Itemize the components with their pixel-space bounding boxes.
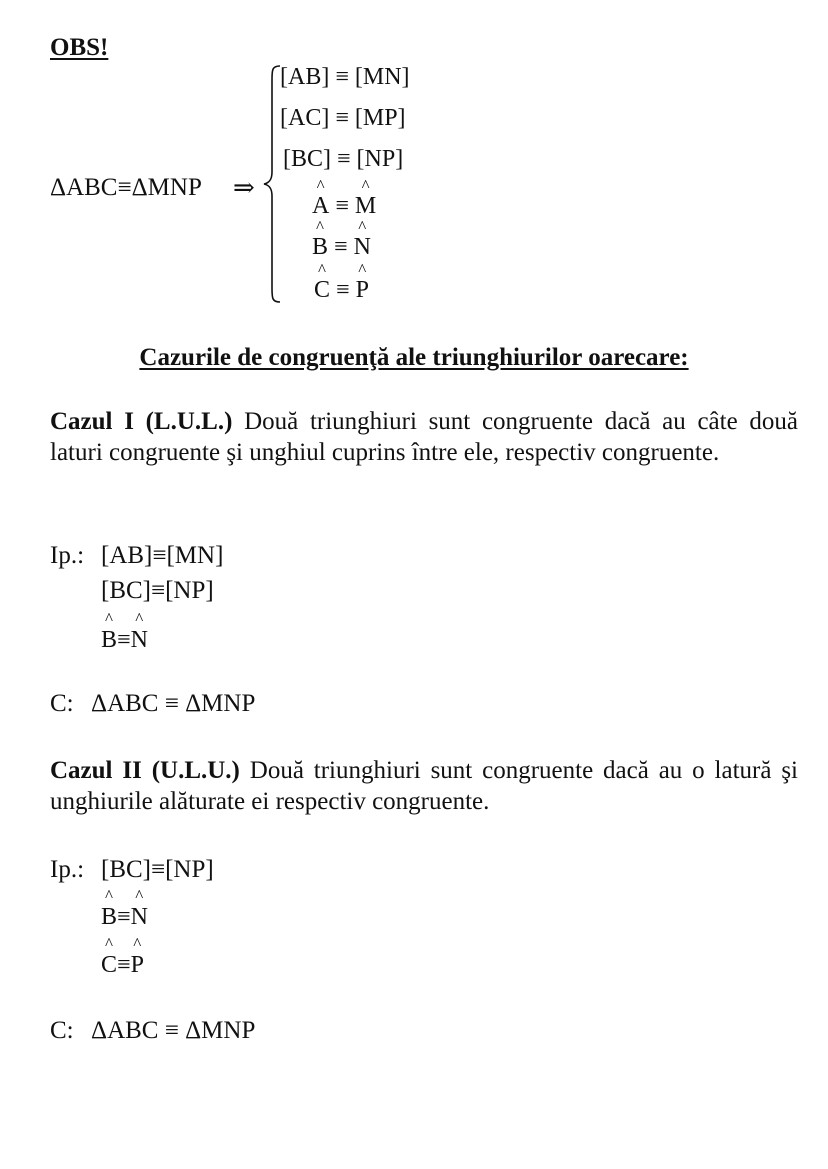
equiv-sign: ≡ [337, 146, 351, 172]
angle-right: ^ P [356, 278, 369, 302]
obs-side-left: [AB] [280, 64, 330, 90]
angle-left: ^ C [101, 952, 117, 979]
obs-side-row [283, 147, 403, 171]
case2-hyp1: [BC]≡[NP] [101, 856, 214, 883]
left-brace [262, 60, 284, 306]
equiv-sign: ≡ [334, 234, 348, 260]
section-heading: Cazurile de congruenţă ale triunghiurilor oarecare: [139, 344, 689, 371]
angle-right: ^ P [131, 952, 144, 979]
angle-left: ^ B [101, 627, 117, 654]
obs-angle-row [314, 278, 369, 302]
equiv-sign: ≡ [335, 105, 349, 131]
angle-left: ^ A [312, 194, 329, 218]
obs-side-right: [NP] [356, 146, 404, 172]
obs-lhs: ΔABC≡ΔMNP [50, 174, 202, 201]
equiv-sign: ≡ [336, 277, 350, 303]
case1-c-label: C: [50, 690, 74, 717]
angle-left: ^ B [312, 235, 328, 259]
case1-conclusion: ΔABC ≡ ΔMNP [91, 690, 256, 717]
obs-side-row [280, 106, 406, 130]
angle-right: ^ N [354, 235, 371, 259]
case1-hyp1: [AB]≡[MN] [101, 542, 224, 569]
case1-hyp2: [BC]≡[NP] [101, 577, 214, 604]
case2-text: Două triunghiuri sunt congruente dacă au o latură şi unghiurile alăturate ei respectiv congruente. [50, 757, 798, 815]
case2-conclusion: ΔABC ≡ ΔMNP [91, 1017, 256, 1044]
case2-c-label: C: [50, 1017, 74, 1044]
case2-paragraph [50, 755, 798, 817]
case2-ip-label: Ip.: [50, 856, 85, 883]
obs-side-left: [AC] [280, 105, 330, 131]
angle-right: ^ N [131, 904, 148, 931]
obs-angle-row [312, 235, 371, 259]
obs-side-right: [MP] [354, 105, 406, 131]
obs-side-left: [BC] [283, 146, 331, 172]
implies-arrow: ⇒ [233, 173, 255, 202]
obs-angle-row [312, 194, 376, 218]
equiv-sign: ≡ [117, 952, 131, 978]
obs-side-row [280, 65, 410, 89]
equiv-sign: ≡ [335, 193, 349, 219]
case1-title: Cazul I (L.U.L.) [50, 408, 233, 435]
case1-text: Două triunghiuri sunt congruente dacă au câte două laturi congruente şi unghiul cuprins între ele, respectiv congruente. [50, 408, 798, 466]
case2-angle1 [101, 904, 148, 931]
angle-right: ^ N [131, 627, 148, 654]
equiv-sign: ≡ [117, 904, 131, 930]
obs-side-right: [MN] [354, 64, 410, 90]
case1-angle [101, 627, 148, 654]
case2-angle2 [101, 952, 144, 979]
obs-title: OBS! [50, 34, 109, 61]
case2-title: Cazul II (U.L.U.) [50, 757, 240, 784]
angle-left: ^ C [314, 278, 330, 302]
case1-paragraph [50, 406, 798, 468]
angle-left: ^ B [101, 904, 117, 931]
equiv-sign: ≡ [117, 627, 131, 653]
angle-right: ^ M [355, 194, 376, 218]
equiv-sign: ≡ [335, 64, 349, 90]
case1-ip-label: Ip.: [50, 542, 85, 569]
